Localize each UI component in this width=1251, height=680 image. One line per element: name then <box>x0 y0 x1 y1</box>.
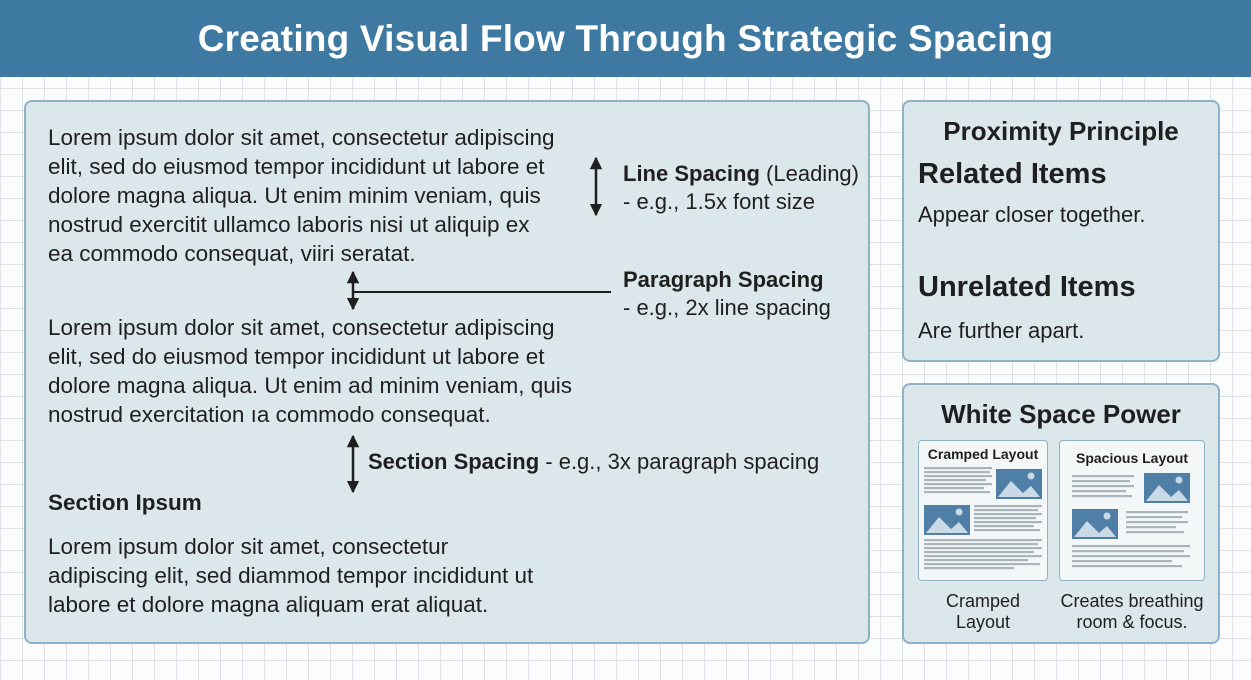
proximity-title: Proximity Principle <box>943 116 1179 146</box>
line-spacing-annotation <box>623 160 859 216</box>
spacious-layout-illustration <box>1060 441 1203 581</box>
line-spacing-example: - e.g., 1.5x font size <box>623 189 815 214</box>
page-title: Creating Visual Flow Through Strategic Spacing <box>197 17 1054 59</box>
paragraph-line: nostrud exercitation ıa commodo consequat. <box>48 402 491 427</box>
section-spacing-annotation <box>368 448 819 476</box>
related-items-text: Appear closer together. <box>918 202 1146 227</box>
paragraph-line: ea commodo consequat, viiri seratat. <box>48 241 416 266</box>
paragraph-line: Lorem ipsum dolor sit amet, consectetur <box>48 534 449 559</box>
cramped-layout-title: Cramped Layout <box>927 446 1039 462</box>
paragraph-line: dolore magna aliqua. Ut enim minim veniam, quis <box>48 183 541 208</box>
paragraph-line: elit, sed do eiusmod tempor incididunt ut labore et <box>48 154 545 179</box>
section-heading: Section Ipsum <box>48 490 202 515</box>
paragraph-line: dolore magna aliqua. Ut enim ad minim veniam, quis <box>48 373 573 398</box>
paragraph-line: labore et dolore magna aliquam erat aliquat. <box>48 592 489 617</box>
spacious-caption-line: Creates breathing <box>1060 591 1204 611</box>
line-spacing-qualifier: (Leading) <box>759 161 859 186</box>
section-spacing-label: Section Spacing <box>368 449 540 474</box>
page-header <box>0 0 1251 77</box>
proximity-panel <box>902 100 1220 362</box>
unrelated-items-text: Are further apart. <box>918 318 1085 343</box>
section-spacing-example: - e.g., 3x paragraph spacing <box>539 449 820 474</box>
paragraph-line: Lorem ipsum dolor sit amet, consectetur adipiscing <box>48 315 555 340</box>
white-space-panel <box>902 383 1220 644</box>
paragraph-line: nostrud exercitit ullamco laboris nisi ut aliquip ex <box>48 212 530 237</box>
spacious-caption-line: room & focus. <box>1076 612 1188 632</box>
white-space-title: White Space Power <box>941 399 1181 429</box>
paragraph-spacing-annotation <box>623 266 831 322</box>
paragraph-spacing-label: Paragraph Spacing <box>623 267 824 292</box>
paragraph-line: adipiscing elit, sed diammod tempor incididunt ut <box>48 563 534 588</box>
cramped-layout-thumbnail <box>918 440 1048 581</box>
spacious-layout-caption <box>1054 591 1210 633</box>
spacious-layout-title: Spacious Layout <box>1075 450 1189 466</box>
related-items-heading: Related Items <box>918 158 1107 190</box>
cramped-layout-illustration <box>919 441 1046 581</box>
spacious-layout-thumbnail <box>1059 440 1205 581</box>
cramped-layout-caption <box>918 591 1048 633</box>
paragraph-spacing-example: - e.g., 2x line spacing <box>623 295 831 320</box>
unrelated-items-heading: Unrelated Items <box>918 271 1136 303</box>
paragraph-line: Lorem ipsum dolor sit amet, consectetur adipiscing <box>48 125 555 150</box>
spacing-demo-panel <box>24 100 870 644</box>
line-spacing-label: Line Spacing <box>623 161 760 186</box>
cramped-caption-line: Layout <box>955 612 1011 632</box>
cramped-caption-line: Cramped <box>945 591 1021 611</box>
paragraph-line: elit, sed do eiusmod tempor incididunt ut labore et <box>48 344 545 369</box>
